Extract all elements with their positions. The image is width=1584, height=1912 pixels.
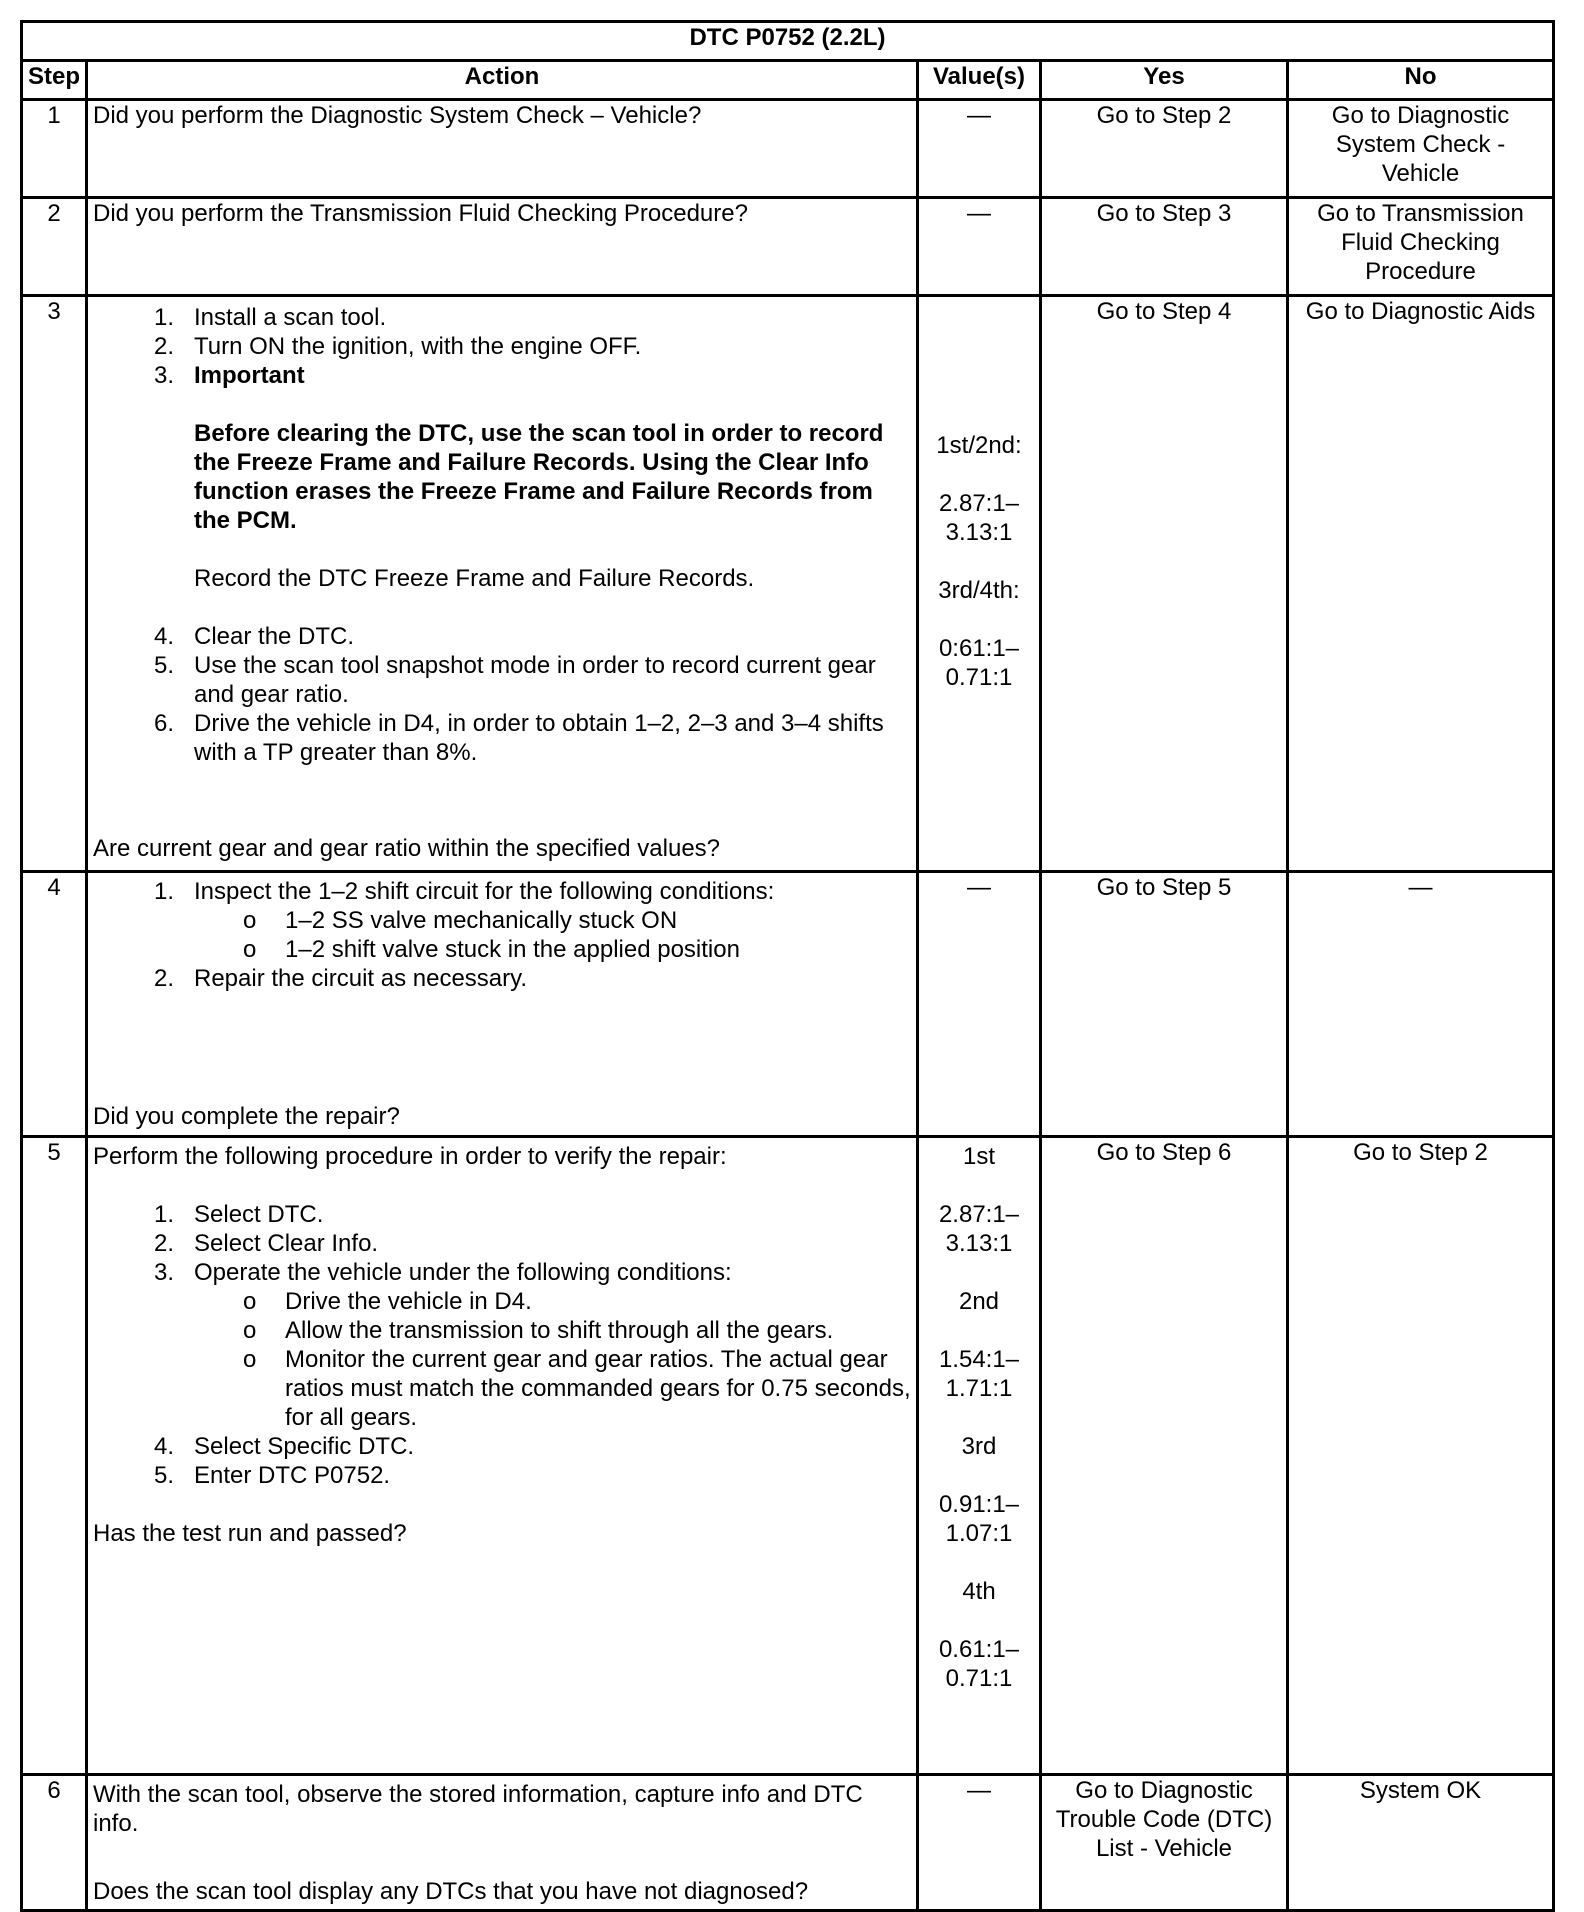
list-item: 2. Turn ON the ignition, with the engine OFF. [154, 333, 642, 360]
list-item: 1. Inspect the 1–2 shift circuit for the following conditions: [154, 878, 775, 905]
table-row-4 [22, 872, 1554, 1137]
important-note: Before clearing the DTC, use the scan tool in order to record the Freeze Frame and Failure Records. Using the Clear Info function erases the Freeze Frame and Failure Records from the PCM. [194, 420, 884, 534]
list-item: 6. Drive the vehicle in D4, in order to obtain 1–2, 2–3 and 3–4 shifts with a TP greater than 8%. [154, 710, 884, 766]
table-row-1 [22, 100, 1554, 198]
value-cell: — [918, 198, 1041, 296]
header-yes: Yes [1041, 61, 1288, 100]
list-item: 4. Select Specific DTC. [154, 1433, 415, 1460]
table-title: DTC P0752 (2.2L) [22, 22, 1554, 61]
action-cell [87, 296, 918, 872]
no-cell [1288, 1137, 1554, 1775]
page [20, 20, 1555, 1912]
procedure-list [93, 622, 911, 767]
no-cell [1288, 198, 1554, 296]
step-number: 2 [22, 198, 87, 296]
list-item: 5. Use the scan tool snapshot mode in order to record current gear and gear ratio. [154, 652, 876, 708]
step-number: 4 [22, 872, 87, 1137]
sub-item: o Drive the vehicle in D4. [243, 1288, 532, 1315]
value-cell: — [918, 1775, 1041, 1911]
step-question: Are current gear and gear ratio within the specified values? [93, 835, 721, 862]
value-range: 2.87:1– 3.13:1 [938, 490, 1020, 546]
value-label: 3rd/4th: [938, 577, 1020, 604]
procedure-list [93, 1200, 911, 1490]
yes-cell [1041, 872, 1288, 1137]
step-number: 3 [22, 296, 87, 872]
value-range: 0:61:1– 0.71:1 [938, 635, 1020, 691]
sub-item: o 1–2 SS valve mechanically stuck ON [243, 907, 678, 934]
no-cell: — [1288, 872, 1554, 1137]
value-cell: — [918, 872, 1041, 1137]
sub-list [93, 906, 911, 964]
yes-cell [1041, 1137, 1288, 1775]
no-link[interactable]: Go to Diagnostic System Check - Vehicle [1331, 102, 1510, 187]
record-instruction: Record the DTC Freeze Frame and Failure Records. [194, 565, 755, 592]
no-cell [1288, 100, 1554, 198]
list-item: 4. Clear the DTC. [154, 623, 355, 650]
list-item: 2. Repair the circuit as necessary. [154, 965, 528, 992]
value-range: 2.87:1– 3.13:1 [938, 1201, 1020, 1257]
table-row-6 [22, 1775, 1554, 1911]
step-question: Did you complete the repair? [93, 1103, 400, 1130]
no-link[interactable]: Go to Transmission Fluid Checking Procedure [1317, 200, 1524, 285]
table-row-2 [22, 198, 1554, 296]
yes-link[interactable]: Go to Step 3 [1096, 200, 1232, 227]
header-action: Action [87, 61, 918, 100]
procedure-list [93, 877, 911, 993]
action-cell [87, 1775, 918, 1911]
value-label: 1st [962, 1143, 995, 1170]
table-row-3 [22, 296, 1554, 872]
yes-cell [1041, 1775, 1288, 1911]
step-number: 5 [22, 1137, 87, 1775]
table-row-5 [22, 1137, 1554, 1775]
action-cell: Did you perform the Transmission Fluid Checking Procedure? [87, 198, 918, 296]
header-values: Value(s) [918, 61, 1041, 100]
step-number: 1 [22, 100, 87, 198]
yes-link[interactable]: Go to Step 2 [1096, 102, 1232, 129]
procedure-list [93, 303, 911, 390]
action-text: With the scan tool, observe the stored information, capture info and DTC info. [93, 1781, 863, 1837]
value-label: 1st/2nd: [936, 432, 1022, 459]
no-cell [1288, 296, 1554, 872]
yes-link[interactable]: Go to Step 6 [1096, 1139, 1232, 1166]
yes-link[interactable]: Go to Diagnostic Trouble Code (DTC) List - Vehicle [1055, 1777, 1273, 1862]
no-link[interactable]: Go to Diagnostic Aids [1305, 298, 1536, 325]
header-step: Step [22, 61, 87, 100]
value-label: 2nd [958, 1288, 1000, 1315]
yes-cell [1041, 296, 1288, 872]
value-range: 0.61:1– 0.71:1 [938, 1636, 1020, 1692]
sub-item: o Monitor the current gear and gear ratios. The actual gear ratios must match the commanded gears for 0.75 seconds, for all gears. [243, 1346, 911, 1431]
list-item: 2. Select Clear Info. [154, 1230, 379, 1257]
action-cell [87, 1137, 918, 1775]
value-cell [918, 1137, 1041, 1775]
value-range: 0.91:1– 1.07:1 [938, 1491, 1020, 1547]
list-item: 1. Install a scan tool. [154, 304, 387, 331]
value-cell: — [918, 100, 1041, 198]
step-question: Has the test run and passed? [93, 1520, 407, 1547]
value-label: 3rd [961, 1433, 997, 1460]
value-cell [918, 296, 1041, 872]
list-item: 5. Enter DTC P0752. [154, 1462, 391, 1489]
diagnostic-table [20, 20, 1555, 1912]
action-cell: Did you perform the Diagnostic System Check – Vehicle? [87, 100, 918, 198]
no-cell [1288, 1775, 1554, 1911]
no-link[interactable]: System OK [1359, 1777, 1482, 1804]
yes-cell [1041, 100, 1288, 198]
yes-link[interactable]: Go to Step 5 [1096, 874, 1232, 901]
action-cell [87, 872, 918, 1137]
step-number: 6 [22, 1775, 87, 1911]
yes-link[interactable]: Go to Step 4 [1096, 298, 1232, 325]
yes-cell [1041, 198, 1288, 296]
sub-list [93, 1287, 911, 1432]
list-item: 3. Important [154, 362, 305, 389]
value-range: 1.54:1– 1.71:1 [938, 1346, 1020, 1402]
list-item: 3. Operate the vehicle under the following conditions: [154, 1259, 732, 1286]
value-label: 4th [962, 1578, 996, 1605]
sub-item: o Allow the transmission to shift through all the gears. [243, 1317, 834, 1344]
header-no: No [1288, 61, 1554, 100]
step-question: Does the scan tool display any DTCs that you have not diagnosed? [93, 1878, 809, 1905]
list-item: 1. Select DTC. [154, 1201, 324, 1228]
sub-item: o 1–2 shift valve stuck in the applied position [243, 936, 740, 963]
procedure-intro: Perform the following procedure in order to verify the repair: [93, 1143, 727, 1170]
no-link[interactable]: Go to Step 2 [1353, 1139, 1488, 1166]
